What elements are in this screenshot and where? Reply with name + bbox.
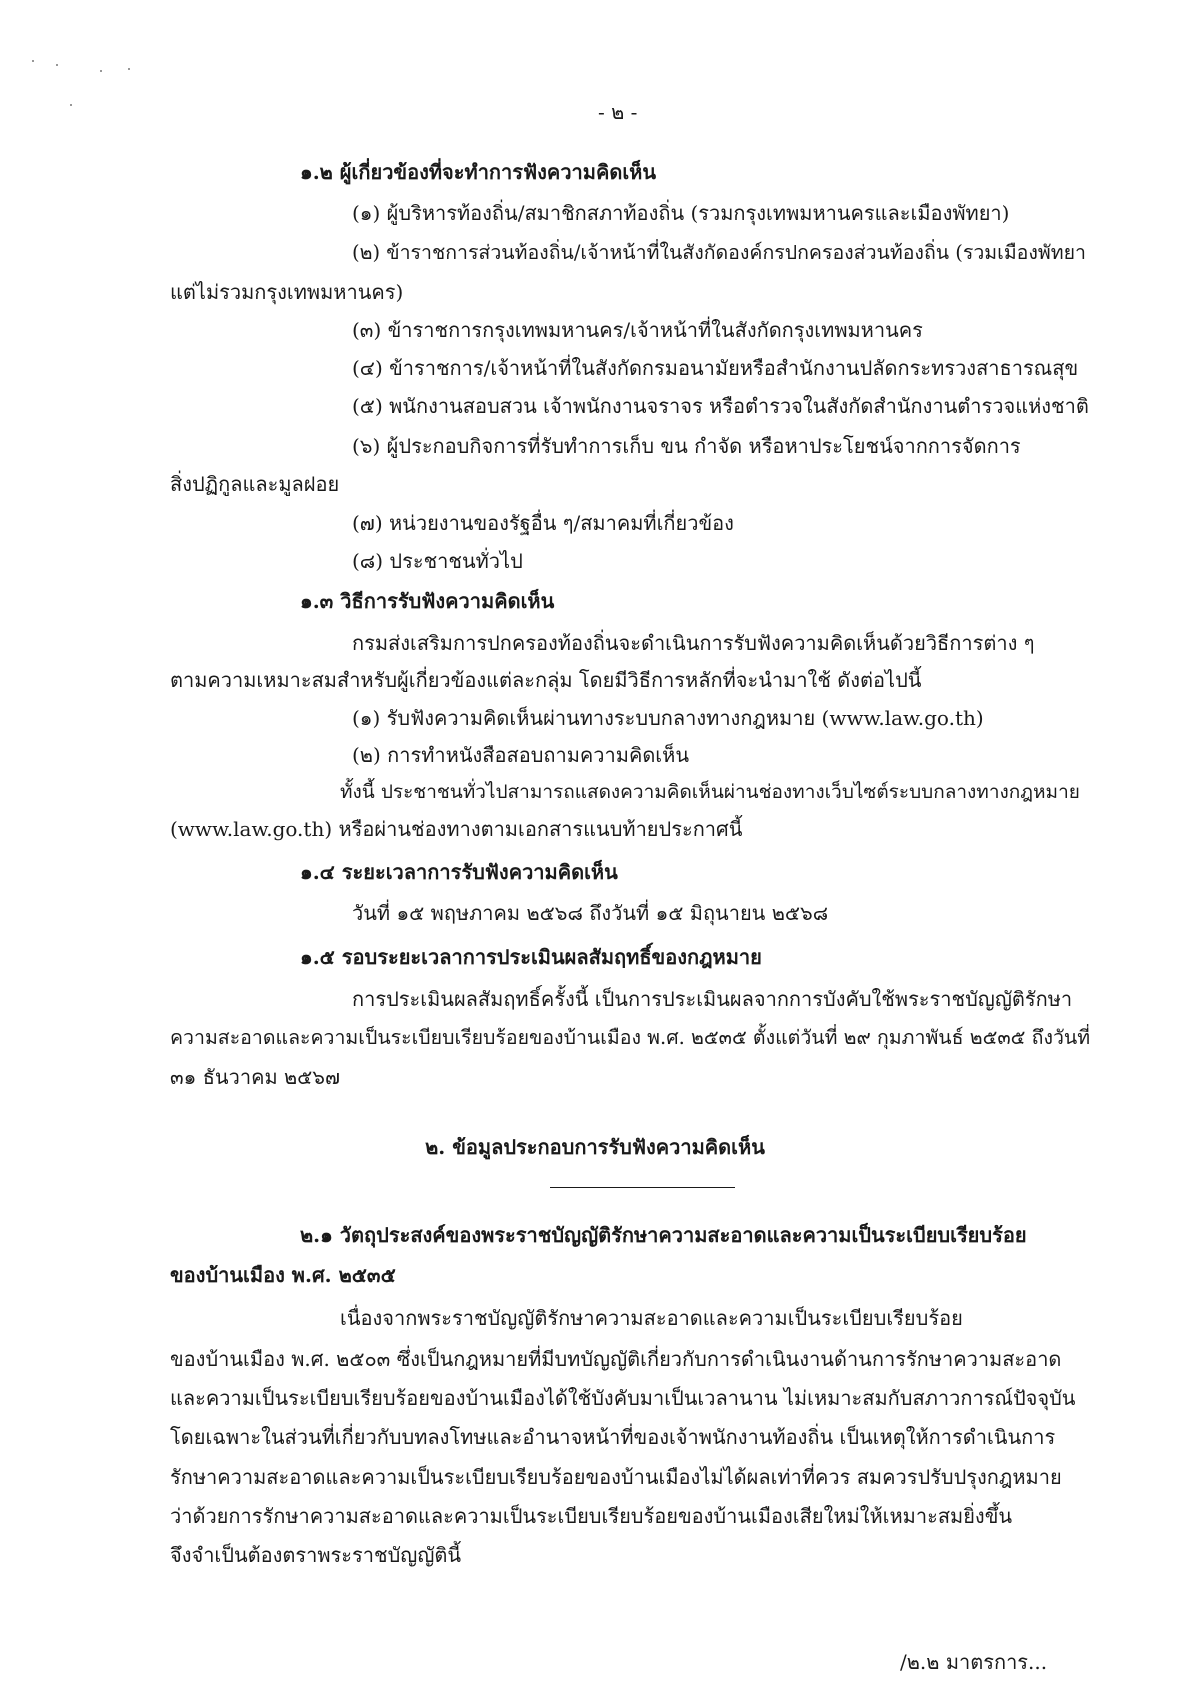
section-1-3-line-1: กรมส่งเสริมการปกครองท้องถิ่นจะดำเนินการรับฟังความคิดเห็นด้วยวิธีการต่าง ๆ [352,631,1035,655]
section-1-2-item-2: (๒) ข้าราชการส่วนท้องถิ่น/เจ้าหน้าที่ในสังกัดองค์กรปกครองส่วนท้องถิ่น (รวมเมืองพัทยา [352,241,1087,264]
page-continuation: /๒.๒ มาตรการ... [900,1650,1048,1674]
section-1-4-heading: ๑.๔ ระยะเวลาการรับฟังความคิดเห็น [300,860,618,884]
section-1-3-line-5: ทั้งนี้ ประชาชนทั่วไปสามารถแสดงความคิดเห็นผ่านช่องทางเว็บไซต์ระบบกลางทางกฎหมาย [340,781,1080,803]
section-2-title: ๒. ข้อมูลประกอบการรับฟังความคิดเห็น [425,1135,765,1159]
section-2-1-line-4: โดยเฉพาะในส่วนที่เกี่ยวกับบทลงโทษและอำนาจหน้าที่ของเจ้าพนักงานท้องถิ่น เป็นเหตุให้การดำเนินการ [170,1425,1056,1449]
section-2-1-line-3: และความเป็นระเบียบเรียบร้อยของบ้านเมืองได้ใช้บังคับมาเป็นเวลานาน ไม่เหมาะสมกับสภาวการณ์ปัจจุบัน [170,1386,1076,1410]
scan-speck [128,68,130,70]
section-1-3-method-2: (๒) การทำหนังสือสอบถามความคิดเห็น [352,743,690,767]
section-2-1-line-1: เนื่องจากพระราชบัญญัติรักษาความสะอาดและความเป็นระเบียบเรียบร้อย [340,1306,963,1330]
section-1-3-heading: ๑.๓ วิธีการรับฟังความคิดเห็น [300,589,555,613]
section-1-5-line-1: การประเมินผลสัมฤทธิ์ครั้งนี้ เป็นการประเมินผลจากการบังคับใช้พระราชบัญญัติรักษา [352,987,1073,1011]
section-2-1-heading-2: ของบ้านเมือง พ.ศ. ๒๕๓๕ [170,1263,396,1287]
section-1-2-item-8: (๘) ประชาชนทั่วไป [352,549,523,573]
section-1-2-item-5: (๕) พนักงานสอบสวน เจ้าพนักงานจราจร หรือตำรวจในสังกัดสำนักงานตำรวจแห่งชาติ [352,394,1089,418]
section-1-3-method-1: (๑) รับฟังความคิดเห็นผ่านทางระบบกลางทางกฎหมาย (www.law.go.th) [352,706,984,730]
section-2-underline [550,1187,735,1188]
section-1-2-item-1: (๑) ผู้บริหารท้องถิ่น/สมาชิกสภาท้องถิ่น (รวมกรุงเทพมหานครและเมืองพัทยา) [352,201,1010,225]
section-1-3-line-6: (www.law.go.th) หรือผ่านช่องทางตามเอกสารแนบท้ายประกาศนี้ [170,817,743,841]
section-2-1-line-7: จึงจำเป็นต้องตราพระราชบัญญัตินี้ [170,1543,462,1567]
section-1-2-item-6: (๖) ผู้ประกอบกิจการที่รับทำการเก็บ ขน กำจัด หรือหาประโยชน์จากการจัดการ [352,434,1021,458]
section-1-2-item-3: (๓) ข้าราชการกรุงเทพมหานคร/เจ้าหน้าที่ในสังกัดกรุงเทพมหานคร [352,318,923,342]
section-1-2-item-7: (๗) หน่วยงานของรัฐอื่น ๆ/สมาคมที่เกี่ยวข้อง [352,511,734,535]
section-1-2-item-4: (๔) ข้าราชการ/เจ้าหน้าที่ในสังกัดกรมอนามัยหรือสำนักงานปลัดกระทรวงสาธารณสุข [352,356,1079,380]
section-1-5-line-3: ๓๑ ธันวาคม ๒๕๖๗ [170,1065,341,1089]
scan-speck [70,104,72,106]
section-1-5-heading: ๑.๕ รอบระยะเวลาการประเมินผลสัมฤทธิ์ของกฎหมาย [300,945,762,969]
section-1-3-line-2: ตามความเหมาะสมสำหรับผู้เกี่ยวข้องแต่ละกลุ่ม โดยมีวิธีการหลักที่จะนำมาใช้ ดังต่อไปนี้ [170,668,922,692]
section-2-1-line-5: รักษาความสะอาดและความเป็นระเบียบเรียบร้อยของบ้านเมืองไม่ได้ผลเท่าที่ควร สมควรปรับปรุงกฎหมาย [170,1465,1062,1489]
section-2-1-heading-1: ๒.๑ วัตถุประสงค์ของพระราชบัญญัติรักษาความสะอาดและความเป็นระเบียบเรียบร้อย [300,1223,1027,1247]
page-number: - ๒ - [598,100,638,124]
section-1-2-item-6-cont: สิ่งปฏิกูลและมูลฝอย [170,472,340,496]
scan-speck [56,64,58,66]
section-1-4-period: วันที่ ๑๕ พฤษภาคม ๒๕๖๘ ถึงวันที่ ๑๕ มิถุนายน ๒๕๖๘ [352,901,829,925]
scan-speck [32,60,34,62]
section-2-1-line-6: ว่าด้วยการรักษาความสะอาดและความเป็นระเบียบเรียบร้อยของบ้านเมืองเสียใหม่ให้เหมาะสมยิ่งขึ้น [170,1504,1013,1528]
section-1-5-line-2: ความสะอาดและความเป็นระเบียบเรียบร้อยของบ้านเมือง พ.ศ. ๒๕๓๕ ตั้งแต่วันที่ ๒๙ กุมภาพันธ์ ๒๕๓๕ ถึงวันที่ [170,1026,1091,1049]
section-1-2-item-2-cont: แต่ไม่รวมกรุงเทพมหานคร) [170,280,404,304]
scan-speck [100,70,102,72]
section-1-2-heading: ๑.๒ ผู้เกี่ยวข้องที่จะทำการฟังความคิดเห็น [300,160,657,184]
section-2-1-line-2: ของบ้านเมือง พ.ศ. ๒๕๐๓ ซึ่งเป็นกฎหมายที่มีบทบัญญัติเกี่ยวกับการดำเนินงานด้านการรักษาความสะอาด [170,1347,1062,1371]
